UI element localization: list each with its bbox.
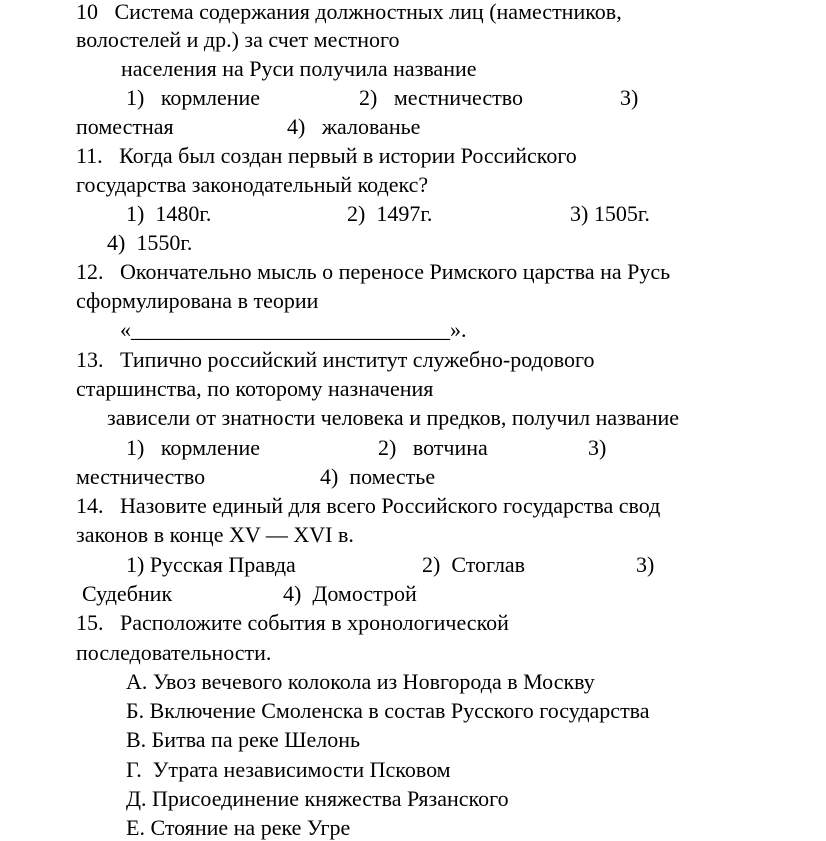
q13-text: 13. Типично российский институт служебно-родового xyxy=(76,347,595,372)
q10-option-3-number: 3) xyxy=(620,85,639,110)
q15-event-item: Е. Стояние на реке Угре xyxy=(126,815,351,840)
q14-text: законов в конце XV — XVI в. xyxy=(76,522,354,547)
q15-event-item: Б. Включение Смоленска в состав Русского государства xyxy=(126,698,650,723)
q11-option-2: 2) 1497г. xyxy=(347,201,433,226)
q15-event-item: А. Увоз вечевого колокола из Новгорода в Москву xyxy=(126,669,595,694)
q10-text: волостелей и др.) за счет местного xyxy=(76,27,400,52)
q11-option-1: 1) 1480г. xyxy=(126,201,212,226)
q11-option-3: 3) 1505г. xyxy=(570,201,650,226)
q11-text: 11. Когда был создан первый в истории Российского xyxy=(76,143,577,168)
q13-text: зависели от знатности человека и предков, получил название xyxy=(107,405,680,430)
q14-option-4: 4) Домострой xyxy=(283,581,417,606)
q15-text: последовательности. xyxy=(76,640,272,665)
q12-text: сформулирована в теории xyxy=(76,288,319,313)
q15-event-item: Г. Утрата независимости Псковом xyxy=(126,757,451,782)
q14-text: 14. Назовите единый для всего Российского государства свод xyxy=(76,493,661,518)
q10-option-2: 2) местничество xyxy=(359,85,523,110)
q14-option-1: 1) Русская Правда xyxy=(126,552,296,577)
q13-option-3-number: 3) xyxy=(588,435,607,460)
q13-text: старшинства, по которому назначения xyxy=(76,376,434,401)
q15-event-item: В. Битва па реке Шелонь xyxy=(126,727,361,752)
q14-option-3-text: Судебник xyxy=(82,581,173,606)
q13-option-2: 2) вотчина xyxy=(378,435,488,460)
q14-option-3-number: 3) xyxy=(636,552,655,577)
q10-text: населения на Руси получила название xyxy=(121,56,477,81)
q14-option-2: 2) Стоглав xyxy=(422,552,526,577)
q11-option-4: 4) 1550г. xyxy=(107,230,193,255)
q15-event-item: Д. Присоединение княжества Рязанского xyxy=(126,786,509,811)
q10-option-1: 1) кормление xyxy=(126,85,261,110)
q12-text: 12. Окончательно мысль о переносе Римского царства на Русь xyxy=(76,259,671,284)
q10-option-3-text: поместная xyxy=(76,114,174,139)
q13-option-1: 1) кормление xyxy=(126,435,261,460)
q13-option-3-text: местничество xyxy=(76,464,206,489)
q10-text: 10 Система содержания должностных лиц (наместников, xyxy=(76,0,622,24)
q15-text: 15. Расположите события в хронологической xyxy=(76,610,509,635)
q11-text: государства законодательный кодекс? xyxy=(76,172,429,197)
q10-option-4: 4) жалованье xyxy=(287,114,421,139)
q13-option-4: 4) поместье xyxy=(320,464,436,489)
q12-answer-blank: «_____________________________». xyxy=(120,317,467,342)
